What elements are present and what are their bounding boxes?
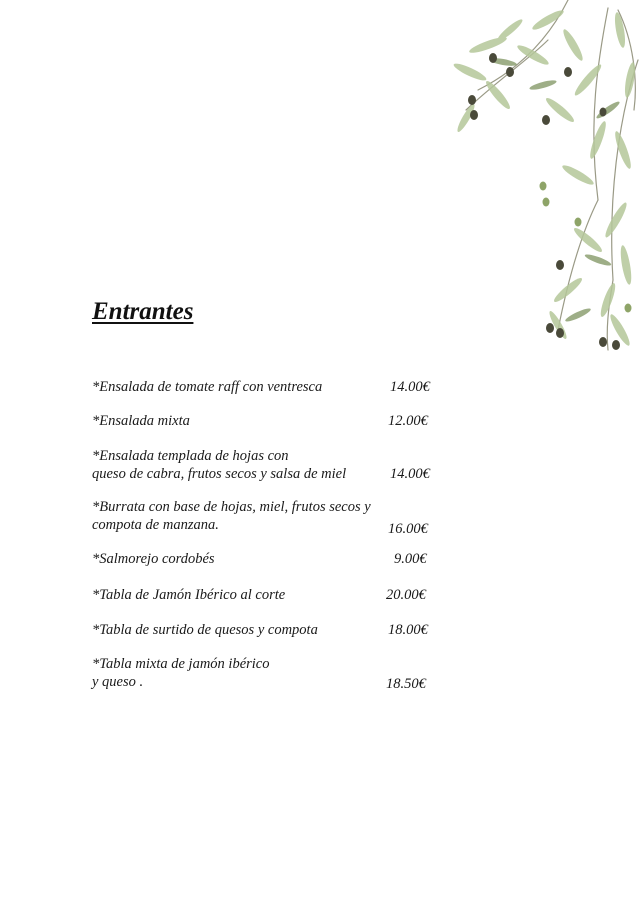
olive-branch-icon: [448, 0, 640, 360]
menu-item-price: 16.00€: [388, 521, 428, 537]
menu-item-price: 14.00€: [390, 379, 430, 395]
menu-item-name: *Ensalada de tomate raff con ventresca: [92, 379, 323, 395]
menu-item-price: 14.00€: [390, 466, 430, 482]
menu-item-name: *Tabla de surtido de quesos y compota: [92, 622, 318, 638]
menu-item-price: 20.00€: [386, 587, 426, 603]
menu-item-price: 9.00€: [394, 551, 427, 567]
menu-item-price: 18.00€: [388, 622, 428, 638]
menu-item-price: 12.00€: [388, 413, 428, 429]
menu-item-price: 18.50€: [386, 676, 426, 692]
menu-item-name: *Tabla mixta de jamón ibérico y queso .: [92, 656, 270, 690]
menu-item-name: *Salmorejo cordobés: [92, 551, 215, 567]
menu-item-name: *Ensalada templada de hojas con queso de cabra, frutos secos y salsa de miel: [92, 448, 347, 482]
menu-item-name: *Burrata con base de hojas, miel, frutos secos y compota de manzana.: [92, 499, 371, 533]
menu-item-name: *Ensalada mixta: [92, 413, 190, 429]
section-title: Entrantes: [92, 298, 194, 325]
menu-item-name: *Tabla de Jamón Ibérico al corte: [92, 587, 286, 603]
